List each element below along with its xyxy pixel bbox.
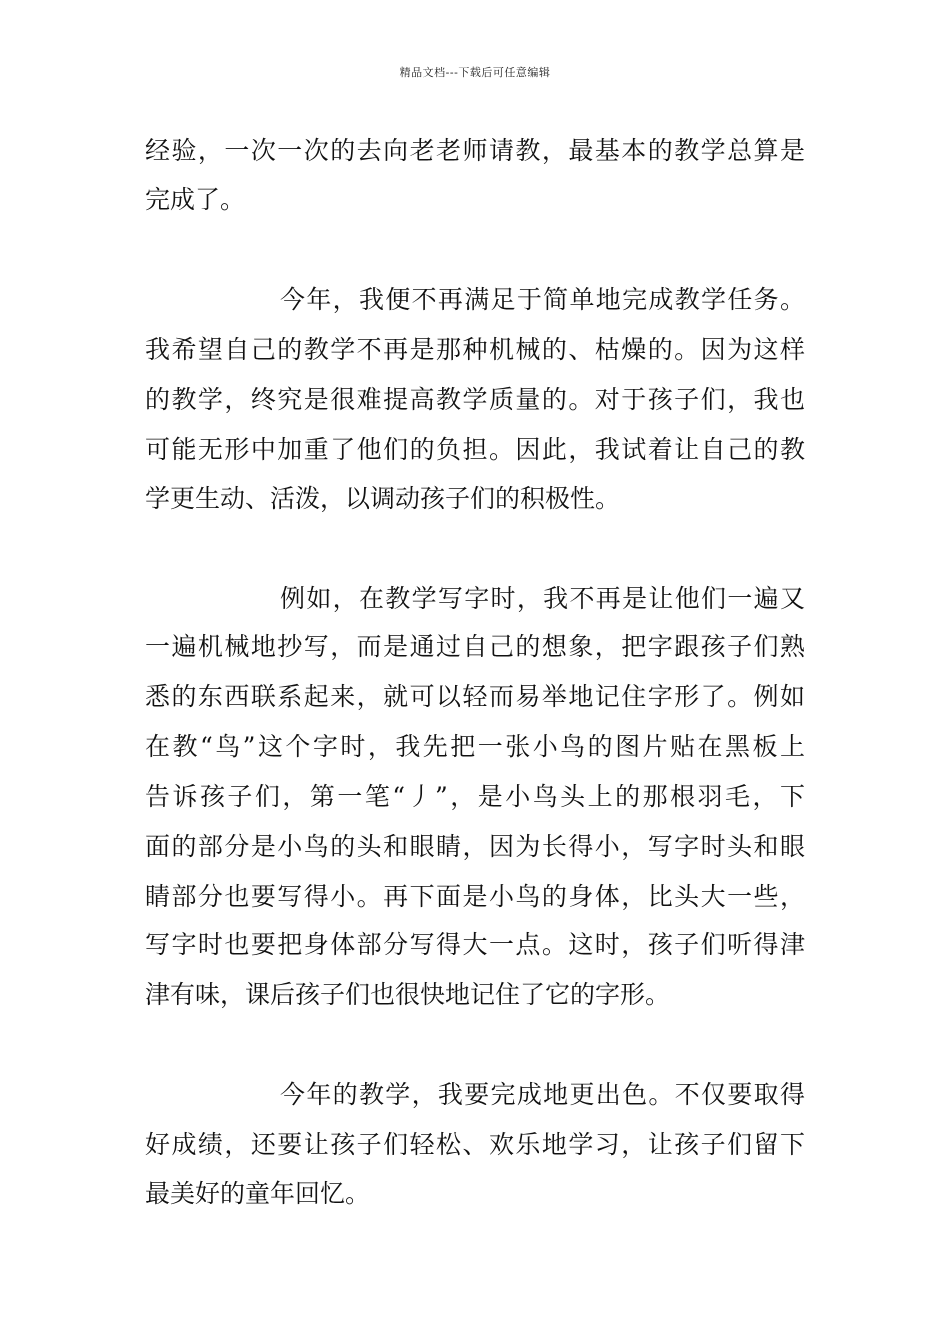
paragraph-2-line-1: 今年，我便不再满足于简单地完成教学任务。	[280, 285, 805, 314]
paragraph-3-line-7: 睛部分也要写得小。再下面是小鸟的身体，比头大一些，	[145, 882, 805, 911]
paragraph-3-line-5: 告诉孩子们，第一笔“丿”，是小鸟头上的那根羽毛，下	[145, 782, 805, 811]
paragraph-4-line-1: 今年的教学，我要完成地更出色。不仅要取得	[280, 1080, 805, 1109]
paragraph-4-line-3: 最美好的童年回忆。	[145, 1179, 371, 1208]
paragraph-3-line-3: 悉的东西联系起来，就可以轻而易举地记住字形了。例如	[145, 682, 805, 711]
paragraph-4-line-2: 好成绩，还要让孩子们轻松、欢乐地学习，让孩子们留下	[145, 1130, 805, 1159]
paragraph-3-line-1: 例如，在教学写字时，我不再是让他们一遍又	[280, 584, 805, 613]
paragraph-1-line-2: 完成了。	[145, 185, 246, 214]
paragraph-3-line-4: 在教“鸟”这个字时，我先把一张小鸟的图片贴在黑板上	[145, 732, 805, 761]
page-header: 精品文档---下载后可任意编辑	[399, 66, 551, 79]
paragraph-3-line-2: 一遍机械地抄写，而是通过自己的想象，把字跟孩子们熟	[145, 632, 805, 661]
paragraph-3-line-9: 津有味，课后孩子们也很快地记住了它的字形。	[145, 980, 671, 1009]
paragraph-3-line-8: 写字时也要把身体部分写得大一点。这时，孩子们听得津	[145, 930, 805, 959]
paragraph-1-line-1: 经验，一次一次的去向老老师请教，最基本的教学总算是	[145, 136, 805, 165]
paragraph-2-line-5: 学更生动、活泼，以调动孩子们的积极性。	[145, 484, 621, 513]
paragraph-2-line-3: 的教学，终究是很难提高教学质量的。对于孩子们，我也	[145, 385, 805, 414]
paragraph-2-line-4: 可能无形中加重了他们的负担。因此，我试着让自己的教	[145, 435, 805, 464]
paragraph-3-line-6: 面的部分是小鸟的头和眼睛，因为长得小，写字时头和眼	[145, 832, 805, 861]
paragraph-2-line-2: 我希望自己的教学不再是那种机械的、枯燥的。因为这样	[145, 335, 805, 364]
